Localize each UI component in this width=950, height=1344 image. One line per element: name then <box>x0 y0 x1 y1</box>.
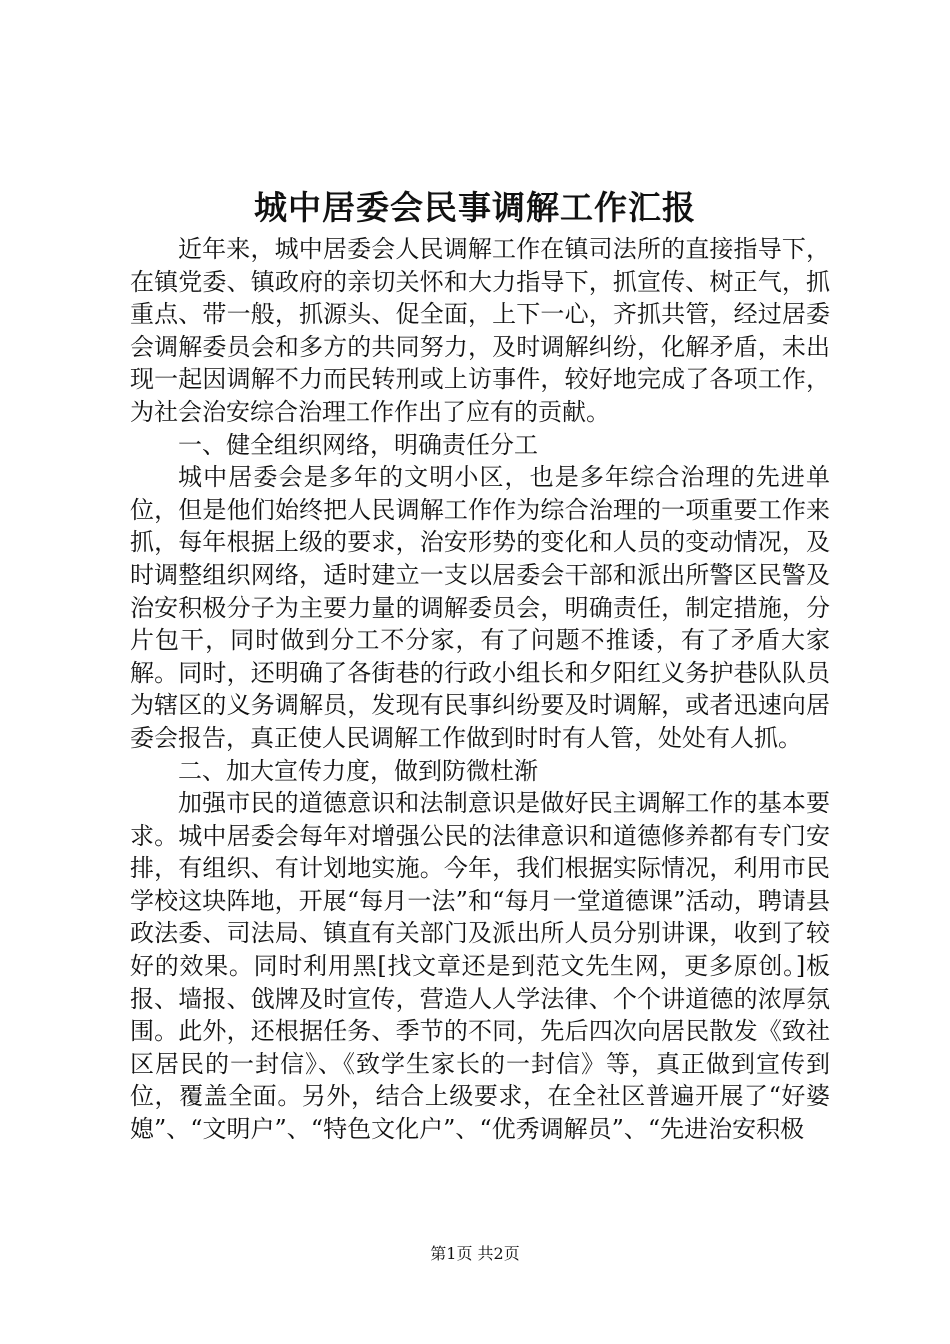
document-body <box>130 233 830 1146</box>
section-heading-2: 二、加大宣传力度，做到防微杜渐 <box>178 756 538 785</box>
paragraph-section-2: 加强市民的道德意识和法制意识是做好民主调解工作的基本要求。城中居委会每年对增强公民的法律意识和道德修养都有专门安排，有组织、有计划地实施。今年，我们根据实际情况，利用市民学校这块阵地，开展“每月一法”和“每月一堂道德课”活动，聘请县政法委、司法局、镇直有关部门及派出所人员分别讲课，收到了较好的效果。同时利用黑[找文章还是到范文先生网，更多原创。]板报、墙报、戗牌及时宣传，营造人人学法律、个个讲道德的浓厚氛围。此外，还根据任务、季节的不同，先后四次向居民散发《致社区居民的一封信》、《致学生家长的一封信》等，真正做到宣传到位，覆盖全面。另外，结合上级要求，在全社区普遍开展了“好婆媳”、“文明户”、“特色文化户”、“优秀调解员”、“先进治安积极 <box>130 789 830 1144</box>
paragraph-section-1: 城中居委会是多年的文明小区，也是多年综合治理的先进单位，但是他们始终把人民调解工作作为综合治理的一项重要工作来抓，每年根据上级的要求，治安形势的变化和人员的变动情况，及时调整组织网络，适时建立一支以居委会干部和派出所警区民警及治安积极分子为主要力量的调解委员会，明确责任，制定措施，分片包干，同时做到分工不分家，有了问题不推诿，有了矛盾大家解。同时，还明确了各街巷的行政小组长和夕阳红义务护巷队队员为辖区的义务调解员，发现有民事纠纷要及时调解，或者迅速向居委会报告，真正使人民调解工作做到时时有人管，处处有人抓。 <box>130 463 830 752</box>
document-title: 城中居委会民事调解工作汇报 <box>254 188 696 227</box>
paragraph-intro: 近年来，城中居委会人民调解工作在镇司法所的直接指导下，在镇党委、镇政府的亲切关怀和大力指导下，抓宣传、树正气，抓重点、带一般，抓源头、促全面，上下一心，齐抓共管，经过居委会调解委员会和多方的共同努力，及时调解纠纷，化解矛盾，未出现一起因调解不力而民转刑或上访事件，较好地完成了各项工作，为社会治安综合治理工作作出了应有的贡献。 <box>130 235 830 426</box>
section-heading-1: 一、健全组织网络，明确责任分工 <box>178 430 538 459</box>
page-footer: 第1页 共2页 <box>430 1244 520 1263</box>
